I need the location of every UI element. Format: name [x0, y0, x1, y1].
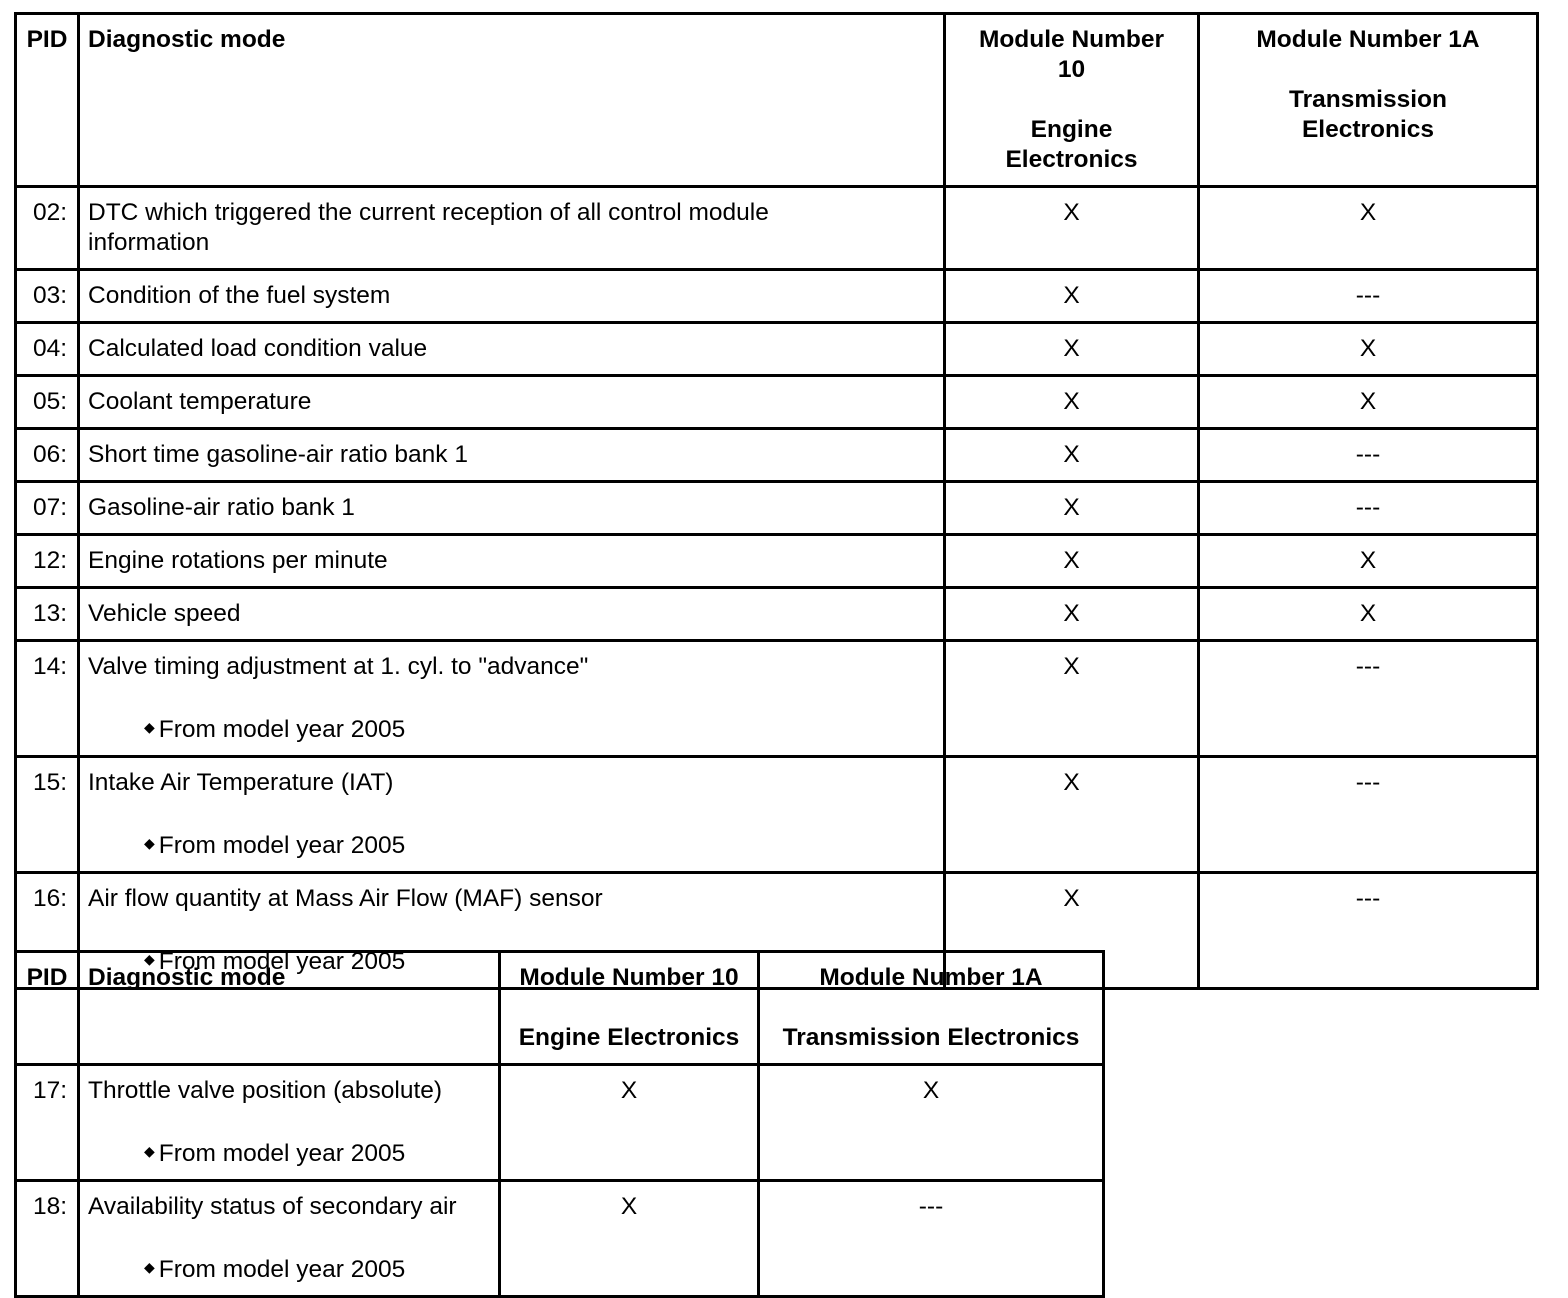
module-10-cell: X — [945, 873, 1199, 989]
diamond-bullet-icon: ◆ — [144, 835, 155, 851]
mode-cell: Engine rotations per minute — [79, 535, 945, 588]
model-year-note — [88, 1136, 490, 1169]
table-row — [16, 641, 1538, 757]
pid-cell: 04: — [16, 323, 79, 376]
pid-cell: 15: — [16, 757, 79, 873]
module-1a-cell: --- — [1199, 482, 1538, 535]
pid-cell: 02: — [16, 187, 79, 270]
module-1a-cell: X — [1199, 187, 1538, 270]
pid-cell: 16: — [16, 873, 79, 989]
note-text: From model year 2005 — [158, 1256, 406, 1283]
table-row — [16, 1065, 1104, 1181]
mode-cell — [79, 187, 945, 270]
header-diagnostic-mode: Diagnostic mode — [79, 14, 945, 187]
pid-cell: 13: — [16, 588, 79, 641]
mode-cell: Short time gasoline-air ratio bank 1 — [79, 429, 945, 482]
mode-cell — [79, 641, 945, 757]
module-1a-cell: X — [1199, 588, 1538, 641]
module-10-cell: X — [945, 641, 1199, 757]
mode-text: information — [88, 229, 210, 256]
note-text: From model year 2005 — [158, 948, 406, 975]
table-header-row — [16, 952, 1104, 1065]
module-1a-cell: X — [1199, 376, 1538, 429]
header-engine-label: Engine — [1030, 116, 1113, 143]
mode-text: Valve timing adjustment at 1. cyl. to "advance" — [88, 653, 589, 680]
mode-cell: Calculated load condition value — [79, 323, 945, 376]
header-pid: PID — [16, 952, 79, 1065]
module-1a-cell: --- — [1199, 429, 1538, 482]
header-module-1a — [1199, 14, 1538, 187]
mode-text: Air flow quantity at Mass Air Flow (MAF) sensor — [88, 885, 603, 912]
table-row — [16, 323, 1538, 376]
module-10-cell: X — [945, 270, 1199, 323]
pid-table-1 — [14, 12, 1539, 990]
header-module-10-label: Module Number — [978, 26, 1165, 53]
table-row — [16, 757, 1538, 873]
pid-cell: 06: — [16, 429, 79, 482]
header-module-1a-label: Module Number 1A — [1256, 26, 1480, 53]
header-electronics-label: Electronics — [1301, 116, 1435, 143]
module-10-cell: X — [945, 588, 1199, 641]
pid-cell: 05: — [16, 376, 79, 429]
pid-cell: 03: — [16, 270, 79, 323]
table-row — [16, 535, 1538, 588]
mode-text: Throttle valve position (absolute) — [88, 1077, 443, 1104]
header-electronics-label: Electronics — [1005, 146, 1138, 173]
pid-cell: 17: — [16, 1065, 79, 1181]
header-module-1a — [759, 952, 1104, 1065]
mode-cell: Vehicle speed — [79, 588, 945, 641]
module-1a-cell: X — [1199, 323, 1538, 376]
diamond-bullet-icon: ◆ — [144, 719, 155, 735]
module-1a-cell: X — [759, 1065, 1104, 1181]
pid-cell: 18: — [16, 1181, 79, 1297]
mode-cell: Coolant temperature — [79, 376, 945, 429]
mode-text: DTC which triggered the current reception of all control module — [88, 199, 769, 226]
diamond-bullet-icon: ◆ — [144, 1259, 155, 1275]
module-1a-cell: X — [1199, 535, 1538, 588]
mode-text: Intake Air Temperature (IAT) — [88, 769, 394, 796]
pid-cell: 14: — [16, 641, 79, 757]
pid-cell: 07: — [16, 482, 79, 535]
header-module-10 — [500, 952, 759, 1065]
table-row — [16, 429, 1538, 482]
mode-text: Availability status of secondary air — [88, 1193, 457, 1220]
header-module-10 — [945, 14, 1199, 187]
note-text: From model year 2005 — [158, 1140, 406, 1167]
table-row — [16, 482, 1538, 535]
header-module-10-number: 10 — [1057, 56, 1086, 83]
header-engine-electronics-label: Engine Electronics — [518, 1024, 740, 1051]
diamond-bullet-icon: ◆ — [144, 951, 155, 967]
header-module-10-label: Module Number 10 — [519, 964, 739, 991]
model-year-note — [88, 1252, 490, 1285]
table-row — [16, 1181, 1104, 1297]
pid-cell: 12: — [16, 535, 79, 588]
mode-cell — [79, 757, 945, 873]
module-10-cell: X — [500, 1181, 759, 1297]
note-text: From model year 2005 — [158, 832, 406, 859]
module-10-cell: X — [945, 187, 1199, 270]
module-10-cell: X — [945, 535, 1199, 588]
model-year-note — [88, 712, 935, 745]
table-row — [16, 588, 1538, 641]
table-header-row — [16, 14, 1538, 187]
module-10-cell: X — [945, 429, 1199, 482]
module-1a-cell: --- — [1199, 757, 1538, 873]
module-10-cell: X — [945, 482, 1199, 535]
note-text: From model year 2005 — [158, 716, 406, 743]
module-1a-cell: --- — [1199, 641, 1538, 757]
module-10-cell: X — [945, 757, 1199, 873]
model-year-note — [88, 828, 935, 861]
header-transmission-label: Transmission — [1289, 86, 1447, 113]
header-module-1a-label: Module Number 1A — [819, 964, 1043, 991]
module-1a-cell: --- — [1199, 873, 1538, 989]
table-row — [16, 187, 1538, 270]
header-transmission-electronics-label: Transmission Electronics — [782, 1024, 1080, 1051]
module-10-cell: X — [945, 376, 1199, 429]
mode-cell: Condition of the fuel system — [79, 270, 945, 323]
module-10-cell: X — [945, 323, 1199, 376]
module-1a-cell: --- — [759, 1181, 1104, 1297]
mode-cell — [79, 1181, 500, 1297]
diamond-bullet-icon: ◆ — [144, 1143, 155, 1159]
pid-table-2 — [14, 950, 1105, 1298]
mode-cell — [79, 1065, 500, 1181]
mode-cell: Gasoline-air ratio bank 1 — [79, 482, 945, 535]
table-row — [16, 270, 1538, 323]
module-10-cell: X — [500, 1065, 759, 1181]
table-row — [16, 376, 1538, 429]
header-pid: PID — [16, 14, 79, 187]
header-diagnostic-mode: Diagnostic mode — [79, 952, 500, 1065]
module-1a-cell: --- — [1199, 270, 1538, 323]
